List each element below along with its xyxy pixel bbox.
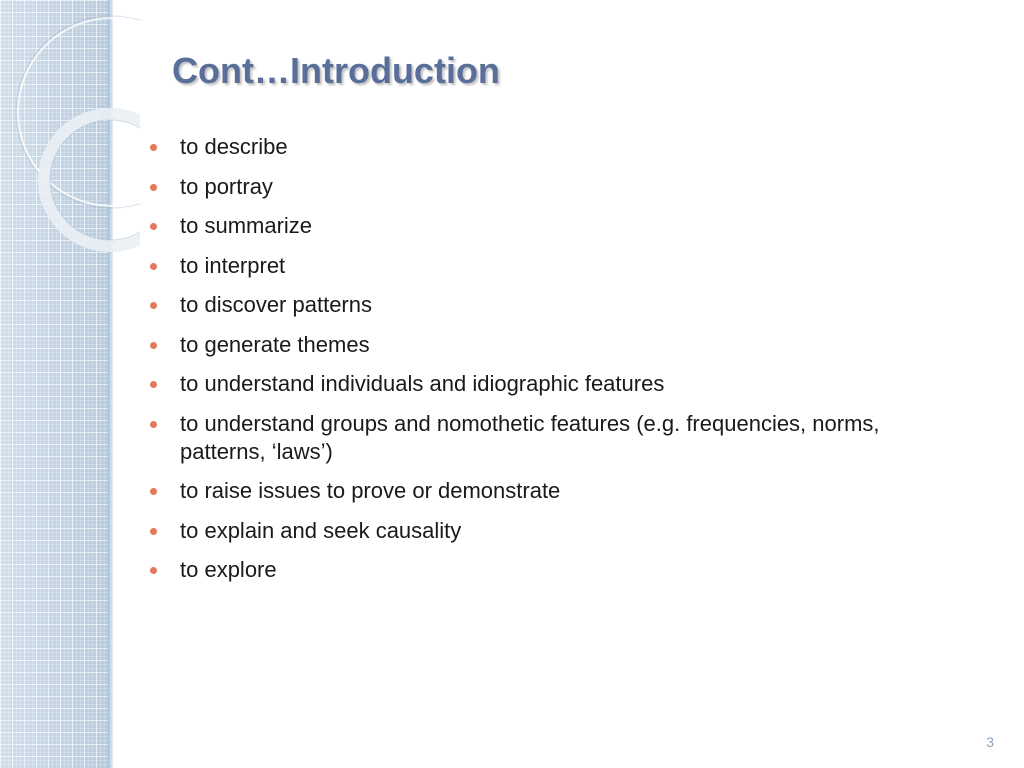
bullet-text: to describe [180,134,288,159]
bullet-marker [150,302,157,309]
bullet-marker [150,528,157,535]
slide-title: Cont…Introduction [172,50,500,91]
bullet-marker [150,381,157,388]
bullet-text: to understand individuals and idiographic features [180,371,665,396]
bullet-item [148,517,928,545]
bullet-text: to generate themes [180,331,370,357]
bullet-text: to discover patterns [180,292,372,317]
bullet-item [148,331,928,359]
bullet-marker [150,342,157,349]
page-number: 3 [986,734,994,750]
bullet-text: to explore [180,557,277,582]
bullet-text: to interpret [180,252,286,278]
bullet-item [148,370,928,398]
bullet-list [148,133,928,596]
bullet-text: to raise issues to prove or demonstrate [180,478,561,503]
bullet-item [148,252,928,280]
bullet-text: to explain and seek causality [180,517,462,543]
bullet-marker [150,567,157,574]
bullet-item [148,133,928,161]
bullet-text: to summarize [180,213,313,238]
bullet-marker [150,488,157,495]
bullet-marker [150,144,157,151]
bullet-item [148,212,928,240]
bullet-item [148,173,928,201]
bullet-text: to understand groups and nomothetic features (e.g. frequencies, norms, patterns, ‘laws’) [180,410,880,464]
bullet-item [148,410,928,466]
bullet-item [148,477,928,505]
bullet-item [148,291,928,319]
bullet-marker [150,263,157,270]
bullet-marker [150,223,157,230]
bullet-marker [150,421,157,428]
bullet-item [148,556,928,584]
decorative-rings [0,0,140,260]
bullet-marker [150,184,157,191]
bullet-text: to portray [180,173,273,199]
